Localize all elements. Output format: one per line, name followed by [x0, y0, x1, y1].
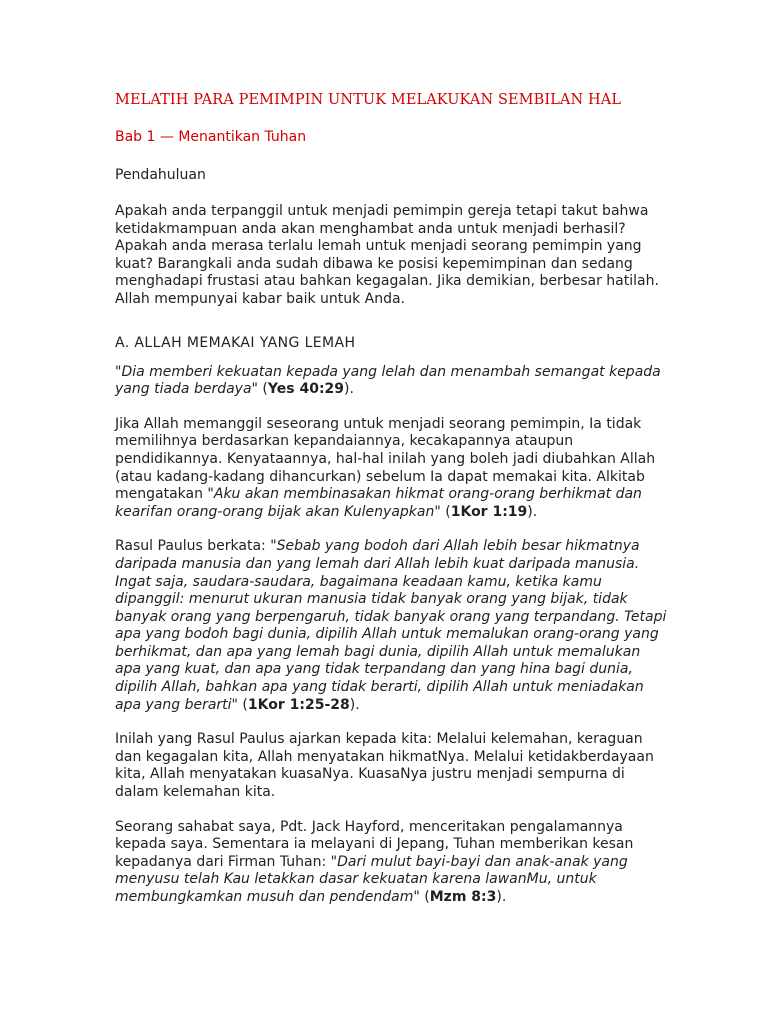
paragraph-text: Rasul Paulus berkata: — [115, 538, 271, 555]
scripture-quote: "Aku akan membinasakan hikmat orang-orang berhikmat dan kearifan orang-orang bijak akan Kulenyapkan" — [115, 486, 642, 520]
ref-close: ). — [349, 696, 360, 713]
document-title: MELATIH PARA PEMIMPIN UNTUK MELAKUKAN SEMBILAN HAL — [115, 92, 622, 108]
scripture-reference: Yes 40:29 — [267, 381, 345, 398]
ref-open: ( — [419, 889, 430, 905]
scripture-reference: Mzm 8:3 — [429, 889, 497, 905]
body-paragraph-5 — [115, 819, 668, 907]
ref-close: ). — [344, 381, 354, 398]
ref-open: ( — [237, 696, 248, 713]
paragraph-text: Jika Allah memanggil seseorang untuk menjadi seorang pemimpin, Ia tidak memilihnya berdasarkan kepandaiannya, kecakapannya ataupun pendidikannya. Kenyataannya, hal-hal inilah yang boleh jadi diubahkan Allah (atau kadang-kadang dihancurkan) sebelum Ia dapat memakai kita. Alkitab mengatakan — [115, 415, 656, 503]
intro-heading: Pendahuluan — [115, 167, 206, 183]
body-paragraph-2 — [115, 416, 668, 522]
intro-paragraph: Apakah anda terpanggil untuk menjadi pemimpin gereja tetapi takut bahwa ketidakmampuan anda akan menghambat anda untuk menjadi berhasil? Apakah anda merasa terlalu lemah untuk menjadi seorang pemimpin yang kuat? Barangkali anda sudah dibawa ke posisi kepemimpinan dan sedang menghadapi frustasi atau bahkan kegagalan. Jika demikian, berbesar hatilah. Allah mempunyai kabar baik untuk Anda. — [115, 203, 659, 307]
ref-close: ). — [496, 889, 507, 905]
quote-paragraph-1 — [115, 364, 668, 399]
scripture-quote: "Dia memberi kekuatan kepada yang lelah dan menambah semangat kepada yang tiada berdaya" — [115, 363, 661, 398]
scripture-reference: 1Kor 1:19 — [450, 503, 528, 520]
scripture-quote: "Sebab yang bodoh dari Allah lebih besar hikmatnya daripada manusia dan yang lemah dari Allah lebih kuat daripada manusia. Ingat saja, saudara-saudara, bagaimana keadaan kamu, ketika kamu dipanggil: menurut ukuran manusia tidak banyak orang yang bijak, tidak banyak orang yang berpengaruh, tidak banyak orang yang terpandang. Tetapi apa yang bodoh bagi dunia, dipilih Allah untuk memalukan orang-orang yang berhikmat, dan apa yang lemah bagi dunia, dipilih Allah untuk memalukan apa yang kuat, dan apa yang tidak terpandang dan yang hina bagi dunia, dipilih Allah, bahkan apa yang tidak berarti, dipilih Allah untuk meniadakan apa yang berarti" — [115, 538, 667, 713]
section-a-heading: A. ALLAH MEMAKAI YANG LEMAH — [115, 334, 356, 351]
chapter-heading: Bab 1 — Menantikan Tuhan — [115, 129, 307, 145]
body-paragraph-4: Inilah yang Rasul Paulus ajarkan kepada kita: Melalui kelemahan, keraguan dan kegagalan kita, Allah menyatakan hikmatNya. Melalui ketidakberdayaan kita, Allah menyatakan kuasaNya. KuasaNya justru menjadi sempurna di dalam kelemahan kita. — [115, 731, 654, 801]
ref-close: ). — [527, 503, 538, 520]
paragraph-text: Seorang sahabat saya, Pdt. Jack Hayford, menceritakan pengalamannya kepada saya. Sementara ia melayani di Jepang, Tuhan memberikan kesan kepadanya dari Firman Tuhan: — [115, 818, 634, 870]
scripture-reference: 1Kor 1:25-28 — [247, 696, 350, 713]
ref-open: ( — [257, 381, 268, 398]
body-paragraph-3 — [115, 538, 668, 714]
scripture-quote: "Dari mulut bayi-bayi dan anak-anak yang menyusu telah Kau letakkan dasar kekuatan karena lawanMu, untuk membungkamkan musuh dan pendendam" — [115, 853, 628, 905]
ref-open: ( — [440, 503, 451, 520]
